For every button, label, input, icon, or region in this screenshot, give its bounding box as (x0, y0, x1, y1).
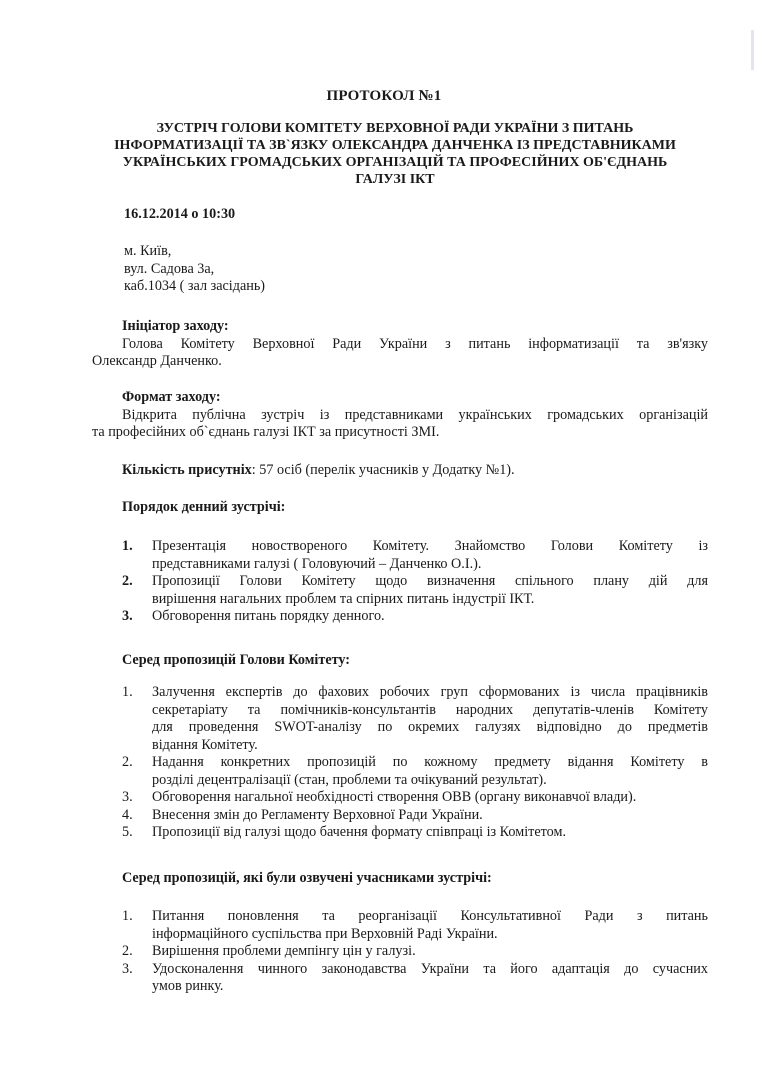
list-line: розділі децентралізації (стан, проблеми та очікуваний результат). (152, 771, 547, 788)
list-line: Залучення експертів до фахових робочих груп сформованих із числа працівників (152, 684, 708, 700)
format-text-line: та професійних об`єднань галузі ІКТ за присутності ЗМІ. (92, 424, 440, 440)
location-line: вул. Садова 3а, (124, 260, 215, 277)
list-number: 3. (122, 608, 133, 624)
attendance-value: : 57 осіб (перелік учасників у Додатку №1). (251, 462, 515, 478)
list-number: 2. (122, 943, 133, 959)
list-item (122, 824, 708, 842)
list-item (122, 538, 708, 573)
list-number: 3. (122, 960, 133, 977)
list-line: Пропозиції від галузі щодо бачення формату співпраці із Комітетом. (152, 824, 567, 840)
list-line: Обговорення питань порядку денного. (152, 608, 385, 624)
list-number: 1. (122, 538, 133, 554)
list-item (122, 608, 708, 626)
list-line: для проведення SWOT-аналізу по окремих галузях відповідно до предметів (152, 719, 708, 735)
list-number: 2. (122, 573, 133, 589)
list-line: відання Комітету. (152, 736, 258, 753)
list-line: умов ринку. (152, 978, 224, 994)
list-line: Надання конкретних пропозицій по кожному предмету відання Комітету в (152, 754, 708, 770)
initiator-label: Ініціатор заходу: (122, 318, 229, 334)
format-text-line: Відкрита публічна зустріч із представниками українських громадських організацій (122, 406, 708, 423)
subtitle-line: ЗУСТРІЧ ГОЛОВИ КОМІТЕТУ ВЕРХОВНОЇ РАДИ УКРАЇНИ З ПИТАНЬ (156, 121, 634, 136)
initiator-text-line: Олександр Данченко. (92, 353, 222, 369)
list-item (122, 754, 708, 789)
agenda-heading: Порядок денний зустрічі: (122, 499, 286, 515)
scan-artifact (751, 30, 754, 70)
list-line: секретаріату та помічників-консультантів народних депутатів-членів Комітету (152, 701, 708, 718)
list-number: 2. (122, 754, 133, 770)
agenda-list (122, 538, 708, 626)
participant-proposals-list (122, 908, 708, 996)
location-line: м. Київ, (124, 243, 172, 259)
list-item (122, 684, 708, 754)
chair-proposals-heading: Серед пропозицій Голови Комітету: (122, 652, 351, 668)
list-line: Вирішення проблеми демпінгу цін у галузі. (152, 943, 416, 959)
list-line: Внесення змін до Регламенту Верховної Ради України. (152, 806, 483, 823)
list-number: 1. (122, 684, 133, 700)
meeting-subtitle (95, 120, 695, 188)
subtitle-line: ІНФОРМАТИЗАЦІЇ ТА ЗВ`ЯЗКУ ОЛЕКСАНДРА ДАНЧЕНКА ІЗ ПРЕДСТАВНИКАМИ (114, 138, 676, 153)
list-line: Пропозиції Голови Комітету щодо визначення спільного плану дій для (152, 573, 708, 589)
subtitle-line: УКРАЇНСЬКИХ ГРОМАДСЬКИХ ОРГАНІЗАЦІЙ ТА ПРОФЕСІЙНИХ ОБ'ЄДНАНЬ (122, 155, 668, 170)
list-number: 1. (122, 908, 133, 924)
meeting-location (124, 243, 740, 296)
format-section (92, 389, 708, 442)
list-number: 5. (122, 824, 133, 840)
initiator-text-line: Голова Комітету Верховної Ради України з питань інформатизації та зв'язку (122, 335, 708, 352)
list-item (122, 807, 708, 825)
protocol-title: ПРОТОКОЛ №1 (326, 88, 442, 104)
list-line: Обговорення нагальної необхідності створення ОВВ (органу виконавчої влади). (152, 789, 637, 805)
list-item (122, 789, 708, 807)
format-label: Формат заходу: (122, 389, 221, 405)
participant-proposals-heading: Серед пропозицій, які були озвучені учасниками зустрічі: (122, 870, 492, 886)
list-item (122, 908, 708, 943)
initiator-section (92, 318, 708, 371)
list-item (122, 961, 708, 996)
list-line: вирішення нагальних проблем та спірних питань індустрії ІКТ. (152, 590, 535, 607)
list-line: Презентація новоствореного Комітету. Знайомство Голови Комітету із (152, 538, 708, 554)
chair-proposals-list (122, 684, 708, 842)
list-line: Удосконалення чинного законодавства України та його адаптація до сучасних (152, 960, 708, 977)
location-line: каб.1034 ( зал засідань) (124, 278, 266, 294)
list-number: 3. (122, 789, 133, 805)
meeting-datetime: 16.12.2014 о 10:30 (124, 206, 236, 222)
list-item (122, 943, 708, 961)
list-line: інформаційного суспільства при Верховній Раді України. (152, 925, 498, 942)
attendance-label: Кількість присутніх (122, 462, 252, 478)
list-line: Питання поновлення та реорганізації Консультативної Ради з питань (152, 908, 708, 924)
list-number: 4. (122, 806, 133, 823)
list-line: представниками галузі ( Головуючий – Данченко О.І.). (152, 555, 482, 572)
subtitle-line: ГАЛУЗІ ІКТ (355, 172, 435, 187)
attendance-line (92, 462, 738, 480)
list-item (122, 573, 708, 608)
